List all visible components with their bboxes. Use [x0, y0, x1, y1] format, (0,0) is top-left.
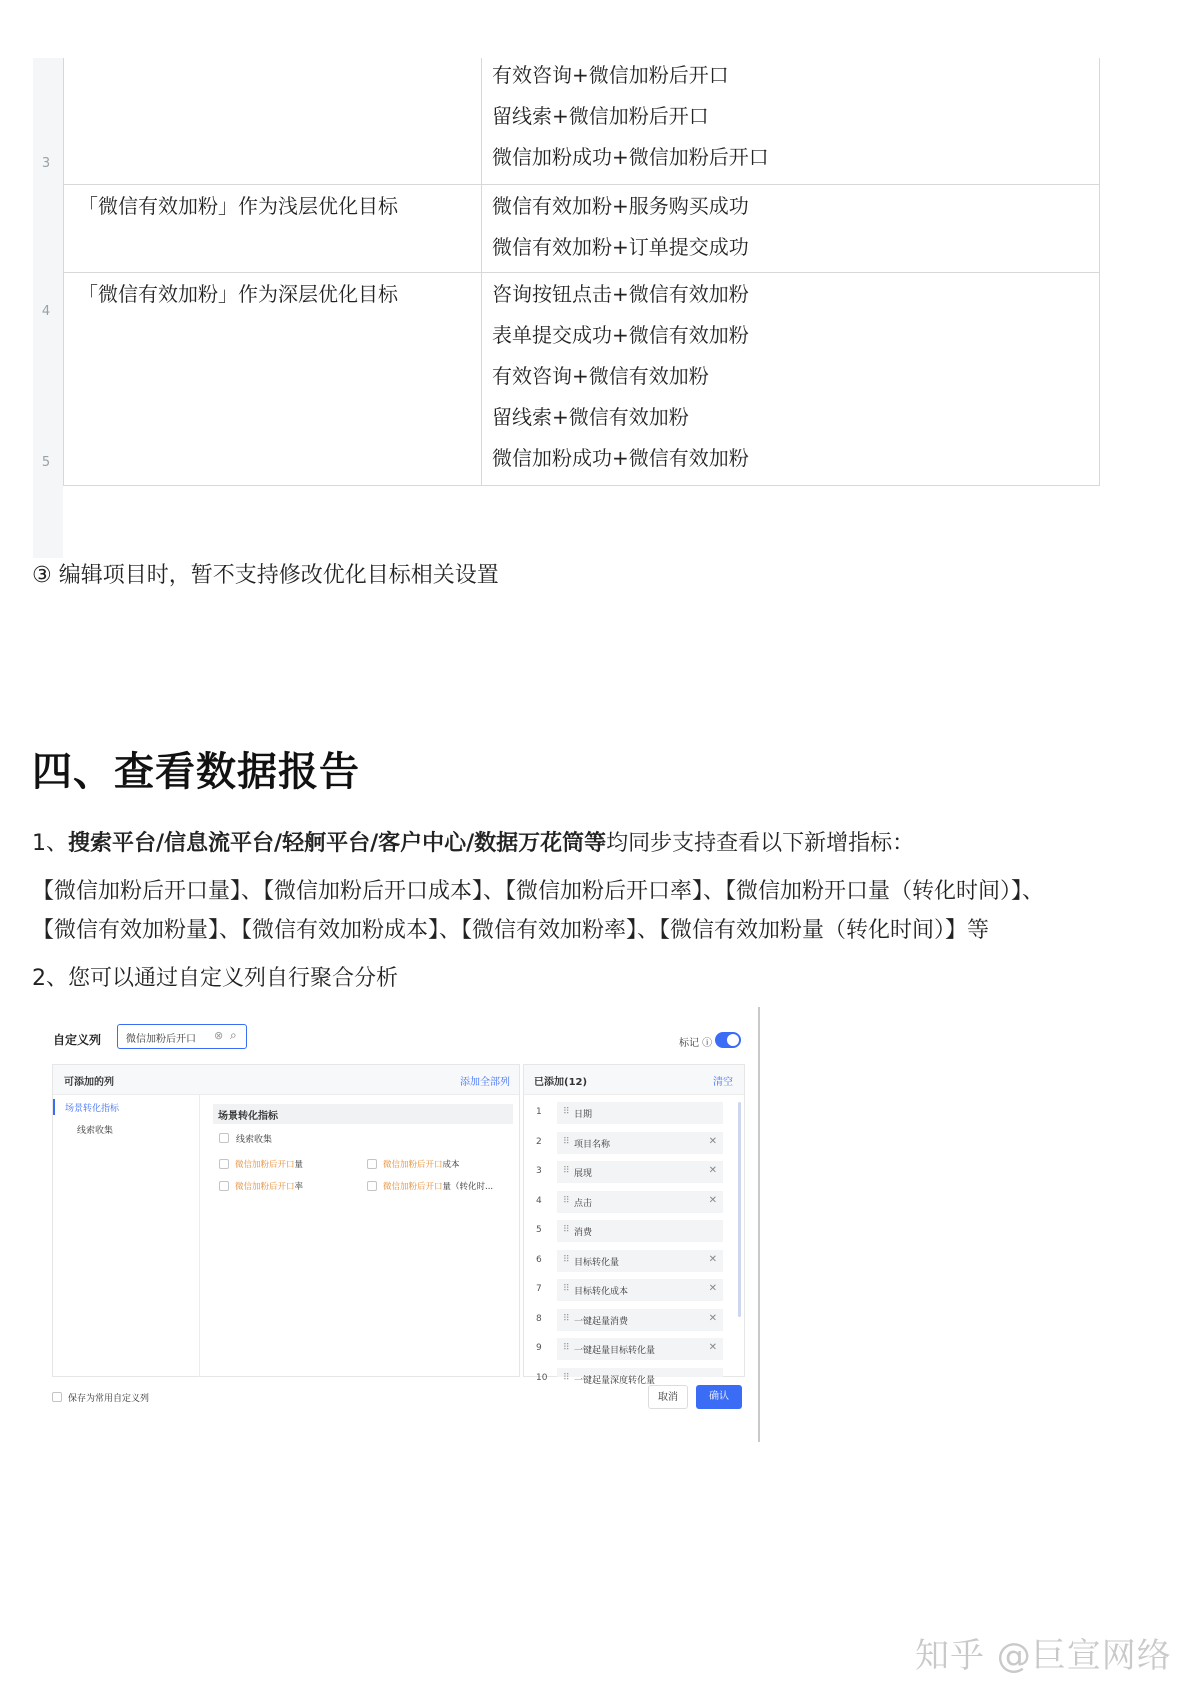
remove-icon[interactable]: ✕ [708, 1313, 717, 1324]
clear-icon[interactable]: ⊗ [214, 1029, 224, 1042]
mark-label: 标记 ⓘ [679, 1038, 713, 1049]
option-checkbox[interactable] [219, 1181, 229, 1191]
line-number-gutter [33, 58, 63, 558]
available-title: 可添加的列 [64, 1077, 114, 1088]
added-column-item[interactable] [557, 1102, 723, 1124]
save-label: 保存为常用自定义列 [68, 1394, 150, 1404]
added-column-item[interactable] [557, 1220, 723, 1242]
added-row-number: 8 [536, 1314, 542, 1324]
watermark: 知乎 @巨宣网络 [915, 1636, 1172, 1676]
drag-handle-icon[interactable]: ⠿ [563, 1284, 570, 1294]
row-number: 5 [41, 455, 51, 470]
nav-item-scene-conversion[interactable]: 场景转化指标 [65, 1104, 120, 1114]
added-column-label: 日期 [574, 1110, 593, 1120]
table-cell: 「微信有效加粉」作为浅层优化目标 [78, 194, 398, 218]
option-checkbox[interactable] [367, 1181, 377, 1191]
cancel-button[interactable]: 取消 [648, 1385, 688, 1409]
option-label: 微信加粉后开口量 [235, 1160, 304, 1170]
paragraph-1-line-3: 【微信有效加粉量】、【微信有效加粉成本】、【微信有效加粉率】、【微信有效加粉量（转化时间）】等 [32, 918, 990, 943]
section-title: 四、查看数据报告 [32, 749, 360, 795]
added-column-label: 一键起量目标转化量 [574, 1346, 656, 1356]
added-column-item[interactable] [557, 1338, 723, 1360]
drag-handle-icon[interactable]: ⠿ [563, 1225, 570, 1235]
table-cell: 微信加粉成功+微信加粉后开口 [492, 145, 769, 169]
remove-icon[interactable]: ✕ [708, 1254, 717, 1265]
table-cell: 微信加粉成功+微信有效加粉 [492, 446, 749, 470]
added-row-number: 2 [536, 1137, 542, 1147]
added-column-label: 目标转化量 [574, 1258, 620, 1268]
remove-icon[interactable]: ✕ [708, 1342, 717, 1353]
para-prefix: 1、 [32, 831, 68, 856]
clear-link[interactable]: 清空 [713, 1077, 733, 1088]
added-row-number: 3 [536, 1166, 542, 1176]
added-row-number: 5 [536, 1225, 542, 1235]
row-number: 3 [41, 156, 51, 171]
drag-handle-icon[interactable]: ⠿ [563, 1373, 570, 1383]
added-column-item[interactable] [557, 1368, 723, 1386]
paragraph-2: 2、您可以通过自定义列自行聚合分析 [32, 966, 398, 991]
added-column-label: 一键起量深度转化量 [574, 1376, 656, 1386]
added-row-number: 7 [536, 1284, 542, 1294]
row-number: 4 [41, 304, 51, 319]
added-row-number: 9 [536, 1343, 542, 1353]
search-icon[interactable]: ⌕ [230, 1028, 237, 1042]
added-column-item[interactable] [557, 1309, 723, 1331]
table-cell: 「微信有效加粉」作为深层优化目标 [78, 282, 398, 306]
search-value: 微信加粉后开口 [126, 1034, 196, 1045]
added-column-item[interactable] [557, 1191, 723, 1213]
table-cell: 留线索+微信加粉后开口 [492, 104, 709, 128]
optimization-table [63, 58, 1100, 486]
added-column-label: 目标转化成本 [574, 1287, 629, 1297]
option-checkbox[interactable] [219, 1159, 229, 1169]
dialog-title: 自定义列 [53, 1033, 102, 1047]
custom-columns-dialog [38, 1007, 760, 1442]
added-column-label: 消费 [574, 1228, 593, 1238]
added-column-label: 展现 [574, 1169, 593, 1179]
option-checkbox[interactable] [367, 1159, 377, 1169]
table-cell: 留线索+微信有效加粉 [492, 405, 689, 429]
drag-handle-icon[interactable]: ⠿ [563, 1343, 570, 1353]
option-label: 微信加粉后开口量（转化时... [383, 1182, 494, 1192]
paragraph-1 [32, 826, 914, 857]
nav-item-lead-collection[interactable]: 线索收集 [77, 1126, 114, 1136]
drag-handle-icon[interactable]: ⠿ [563, 1166, 570, 1176]
save-checkbox[interactable] [52, 1392, 62, 1402]
para-bold: 搜索平台/信息流平台/轻舸平台/客户中心/数据万花筒等 [68, 831, 607, 856]
table-cell: 微信有效加粉+订单提交成功 [492, 235, 749, 259]
table-cell: 微信有效加粉+服务购买成功 [492, 194, 749, 218]
remove-icon[interactable]: ✕ [708, 1165, 717, 1176]
remove-icon[interactable]: ✕ [708, 1195, 717, 1206]
mark-toggle[interactable] [715, 1032, 741, 1048]
added-row-number: 10 [536, 1373, 548, 1383]
table-cell: 有效咨询+微信有效加粉 [492, 364, 709, 388]
added-row-number: 6 [536, 1255, 542, 1265]
drag-handle-icon[interactable]: ⠿ [563, 1196, 570, 1206]
option-label: 微信加粉后开口率 [235, 1182, 304, 1192]
paragraph-1-line-2: 【微信加粉后开口量】、【微信加粉后开口成本】、【微信加粉后开口率】、【微信加粉开口量（转化时间）】、 [32, 879, 1045, 904]
added-row-number: 1 [536, 1107, 542, 1117]
drag-handle-icon[interactable]: ⠿ [563, 1255, 570, 1265]
added-column-item[interactable] [557, 1161, 723, 1183]
drag-handle-icon[interactable]: ⠿ [563, 1314, 570, 1324]
group-checkbox[interactable] [219, 1133, 229, 1143]
confirm-button[interactable]: 确认 [696, 1385, 742, 1409]
table-cell: 表单提交成功+微信有效加粉 [492, 323, 749, 347]
add-all-link[interactable]: 添加全部列 [460, 1077, 510, 1088]
option-label: 微信加粉后开口成本 [383, 1160, 460, 1170]
para-rest: 均同步支持查看以下新增指标： [606, 831, 915, 856]
added-row-number: 4 [536, 1196, 542, 1206]
added-column-label: 点击 [574, 1199, 593, 1209]
added-column-item[interactable] [557, 1132, 723, 1154]
added-column-item[interactable] [557, 1250, 723, 1272]
search-input[interactable] [117, 1024, 247, 1049]
added-column-label: 一键起量消费 [574, 1317, 629, 1327]
table-cell: 咨询按钮点击+微信有效加粉 [492, 282, 749, 306]
drag-handle-icon[interactable]: ⠿ [563, 1137, 570, 1147]
remove-icon[interactable]: ✕ [708, 1136, 717, 1147]
added-title: 已添加(12) [534, 1077, 588, 1088]
added-column-item[interactable] [557, 1279, 723, 1301]
section-header: 场景转化指标 [218, 1111, 278, 1122]
added-column-label: 项目名称 [574, 1140, 611, 1150]
table-cell: 有效咨询+微信加粉后开口 [492, 63, 729, 87]
note-text: ③ 编辑项目时，暂不支持修改优化目标相关设置 [32, 563, 499, 588]
remove-icon[interactable]: ✕ [708, 1283, 717, 1294]
scrollbar[interactable] [738, 1102, 741, 1317]
group-label: 线索收集 [236, 1135, 273, 1145]
drag-handle-icon[interactable]: ⠿ [563, 1107, 570, 1117]
